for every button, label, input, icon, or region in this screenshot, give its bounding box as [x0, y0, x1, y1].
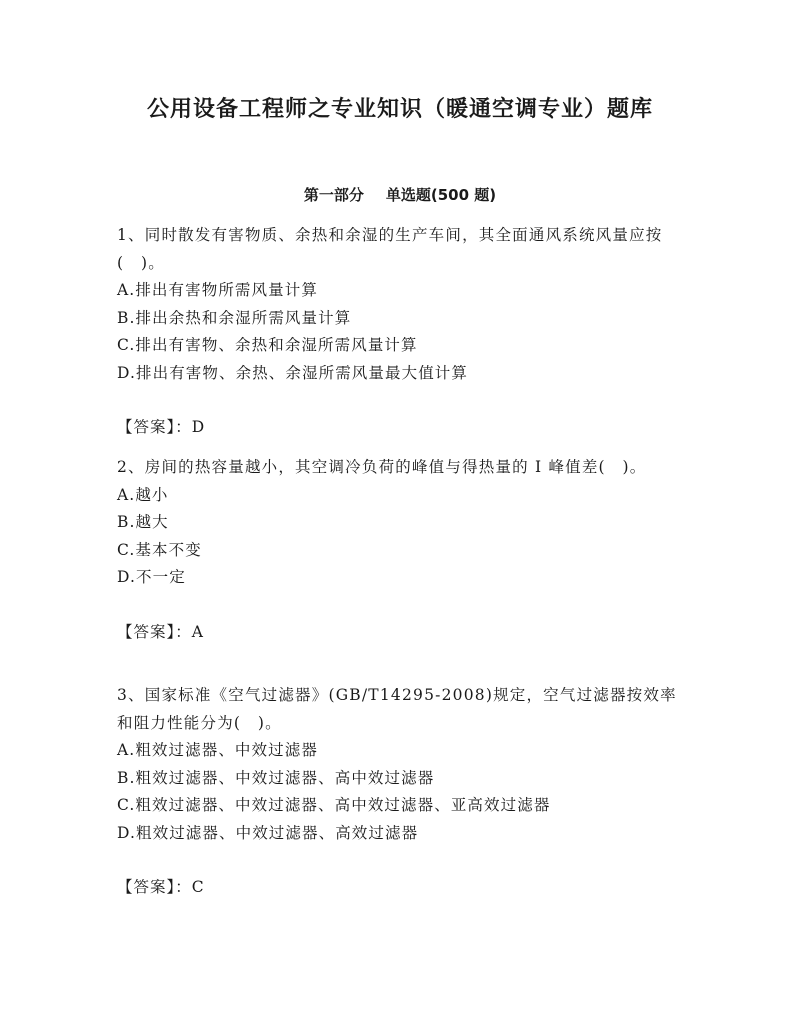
option-d: D.粗效过滤器、中效过滤器、高效过滤器	[117, 823, 419, 842]
answer-value: A	[191, 622, 204, 641]
question-2	[117, 454, 683, 646]
option-a: A.越小	[117, 485, 169, 504]
option-c: C.基本不变	[117, 540, 202, 559]
option-a: A.粗效过滤器、中效过滤器	[117, 741, 318, 759]
option-b: B.粗效过滤器、中效过滤器、高中效过滤器	[117, 768, 435, 787]
answer-value: C	[191, 878, 205, 896]
question-stem: 2、房间的热容量越小，其空调冷负荷的峰值与得热量的 I 峰值差( )。	[117, 458, 647, 476]
question-1	[117, 222, 683, 442]
section-part: 第一部分	[303, 186, 364, 204]
answer-line	[117, 874, 683, 902]
answer-label: 【答案】：	[117, 622, 192, 641]
option-c: C.排出有害物、余热和余湿所需风量计算	[117, 336, 418, 354]
answer-line	[117, 414, 683, 442]
answer-label: 【答案】：	[117, 418, 192, 436]
section-title: 单选题(500 题)	[385, 186, 497, 204]
section-heading	[0, 184, 800, 205]
option-a: A.排出有害物所需风量计算	[117, 281, 318, 299]
question-stem: 3、国家标准《空气过滤器》(GB/T14295-2008)规定，空气过滤器按效率和阻力性能分为( )。	[117, 686, 677, 732]
option-b: B.越大	[117, 513, 169, 531]
question-stem: 1、同时散发有害物质、余热和余湿的生产车间，其全面通风系统风量应按( )。	[117, 226, 663, 272]
answer-value: D	[191, 418, 206, 436]
option-b: B.排出余热和余湿所需风量计算	[117, 308, 352, 327]
answer-line	[117, 619, 683, 647]
option-d: D.排出有害物、余热、余湿所需风量最大值计算	[117, 363, 469, 382]
question-3	[117, 682, 683, 902]
option-c: C.粗效过滤器、中效过滤器、高中效过滤器、亚高效过滤器	[117, 796, 551, 814]
option-d: D.不一定	[117, 568, 186, 586]
answer-label: 【答案】：	[117, 878, 192, 896]
document-title: 公用设备工程师之专业知识（暖通空调专业）题库	[146, 97, 653, 122]
